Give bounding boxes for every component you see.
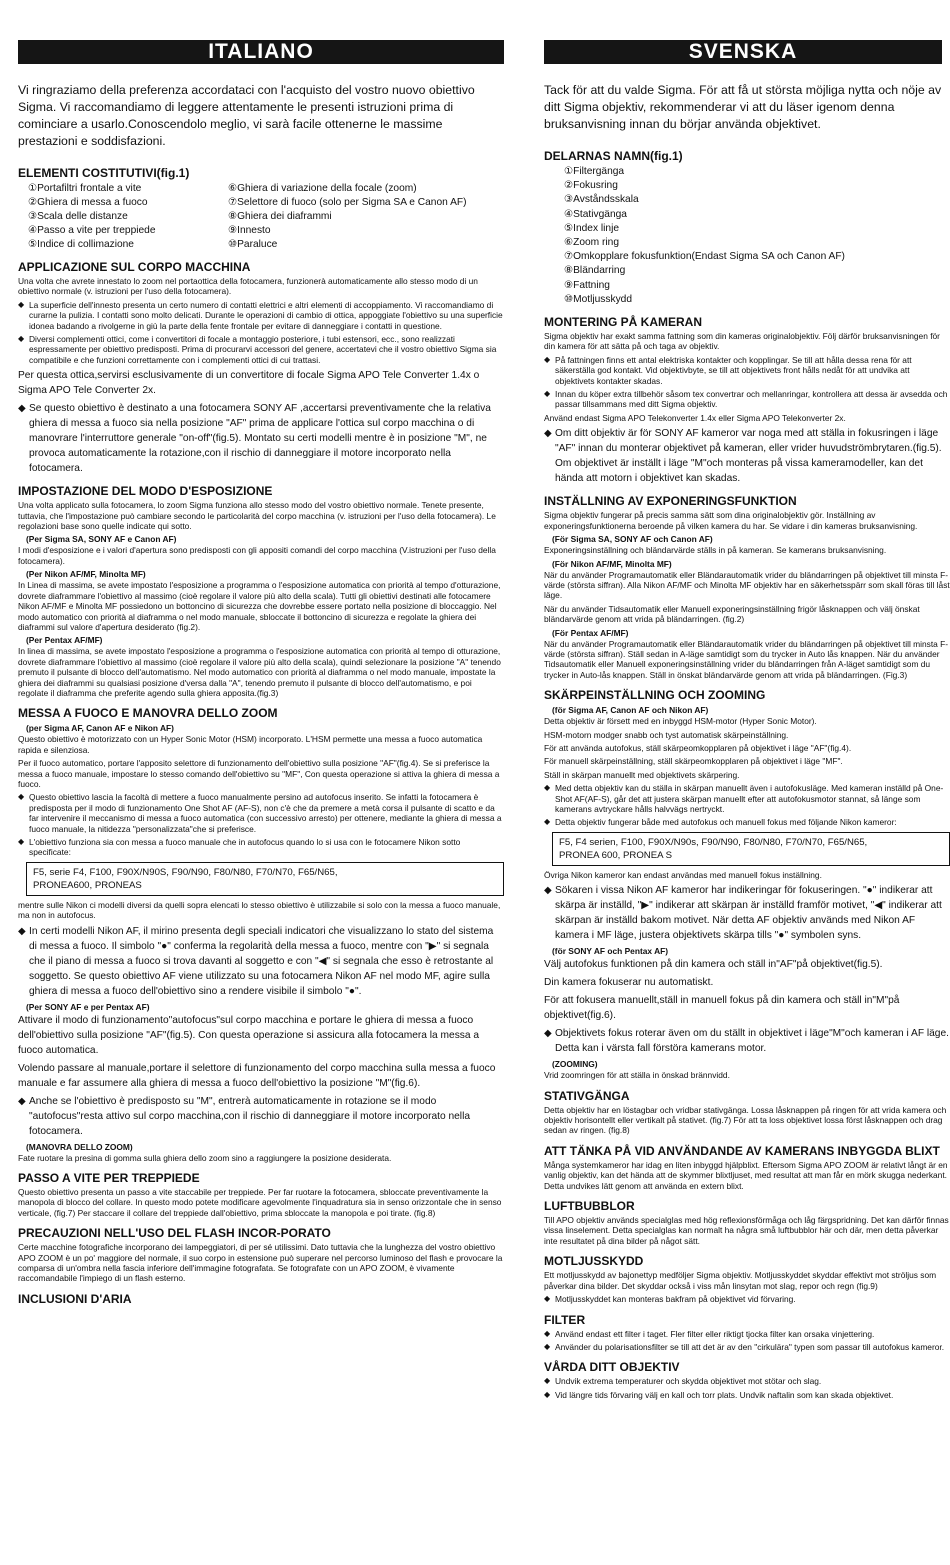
paragraph: Använd endast Sigma APO Telekonverter 1.4x eller Sigma APO Telekonverter 2x. xyxy=(544,412,846,423)
paragraph: För att fokusera manuellt,ställ in manuell fokus på din kamera och ställ in"M"på objektivet(fig.6). xyxy=(544,995,900,1022)
bullet-paragraph: ◆ In certi modelli Nikon AF, il mirino presenta degli speciali indicatori che visualizzano lo stato del sistema di messa a fuoco. Il simbolo "●" conferma la regolarità della messa a fuoco, mentre con "▶" si segnala che il piano di messa a fuoco si trova davanti al soggetto e con "◀" si segnala che esso è retrostante al soggetto. Se questo obiettivo AF viene utilizzato su una fotocamera Nikon AF nel modo MF, agire sulla ghiera di messa a fuoco dell'obiettivo sino a rendere visibile il simbolo "●". xyxy=(18,924,504,999)
paragraph: Una volta che avrete innestato lo zoom nel portaottica della fotocamera, funzionerà automaticamente allo stesso modo di un obiettivo normale (v. istruzioni per l'uso della fotocamera). xyxy=(18,276,478,297)
paragraph: Din kamera fokuserar nu automatiskt. xyxy=(544,977,714,989)
list-item: ⑦Omkopplare fokusfunktion(Endast Sigma SA och Canon AF) xyxy=(564,251,845,263)
list-item: ⑥Ghiera di variazione della focale (zoom) xyxy=(228,183,417,194)
subheading: (För Nikon AF/MF, Minolta MF) xyxy=(552,558,672,569)
elementi-title: ELEMENTI COSTITUTIVI(fig.1) xyxy=(18,166,190,180)
bullet-paragraph: ◆ Vid längre tids förvaring välj en kall och torr plats. Undvik naftalin som kan skada objektivet. xyxy=(544,1390,950,1400)
paragraph: När du använder Tidsautomatik eller Manuell exponeringsinställning frigör låsknappen och välj önskat bländarvärde genom att vrida på bländarringen. (fig.2) xyxy=(544,603,920,625)
paragraph: Sigma objektiv har exakt samma fattning som din kameras originalobjektiv. Följ därför bruksanvisningen för din kamera för att sätta på och taga av objektiv. xyxy=(544,331,940,352)
bullet-paragraph: ◆ Objektivets fokus roterar även om du ställt in objektivet i läge"M"och kameran i AF läge. Detta kan i värsta fall förstöra kamerans motor. xyxy=(544,1026,950,1056)
paragraph: Per questa ottica,servirsi esclusivamente di un convertitore di focale Sigma APO Tele Converter 1.4x o Sigma APO Tele Converter 2x. xyxy=(18,370,480,397)
paragraph: Per il fuoco automatico, portare l'apposito selettore di funzionamento dell'obiettivo sulla posizione "AF"(fig.4). Se si preferisce la messa a fuoco manuale, impostare lo stesso comando dell'obiettivo su "MF", Con questa operazione si attiva la ghiera di messa a fuoco. xyxy=(18,758,500,789)
blixt-title: ATT TÄNKA PÅ VID ANVÄNDANDE AV KAMERANS INBYGGDA BLIXT xyxy=(544,1143,940,1158)
list-item: ⑦Selettore di fuoco (solo per Sigma SA e Canon AF) xyxy=(228,197,467,208)
box-line: F5, F4 serien, F100, F90X/N90s, F90/N90, F80/N80, F70/N70, F65/N65, xyxy=(559,836,868,848)
exponering-title: INSTÄLLNING AV EXPONERINGSFUNKTION xyxy=(544,494,797,509)
motljus-title: MOTLJUSSKYDD xyxy=(544,1254,644,1269)
paragraph: Detta objektiv har en löstagbar och vridbar stativgänga. Lossa låsknappen på ringen för att vrida kamera och objektiv horisontellt eller vertikalt på stativet. (fig.7) För att ta loss objektivet lossa först låsknappen och drag sedan av ringen. (fig.8) xyxy=(544,1104,947,1136)
paragraph: Övriga Nikon kameror kan endast användas med manuell fokus inställning. xyxy=(544,869,822,880)
subheading: (ZOOMING) xyxy=(552,1059,598,1070)
delarnas-title: DELARNAS NAMN(fig.1) xyxy=(544,149,683,163)
paragraph: HSM-motorn modger snabb och tyst automatisk skärpeinställning. xyxy=(544,729,789,740)
paragraph: Questo obiettivo presenta un passo a vite staccabile per treppiede. Per far ruotare la fotocamera, sbloccate preventivamente la manopola di blocco del collare. In questo modo potete modificare agevolmente l'inquadratura sia in senso orizzontale che in senso verticale, (fig.7) Per staccare il collare del treppiede dall'obiettivo, prima sbloccate la manopola e poi tirate. (fig.8) xyxy=(18,1187,502,1218)
list-item: ③Avståndsskala xyxy=(564,194,639,206)
camera-list-box xyxy=(26,862,504,896)
svenska-intro: Tack för att du valde Sigma. För att få ut största möjliga nytta och nöje av ditt Sigma objektiv, rekommenderar vi att du läser igenom denna bruksanvisning innan du börjar använda objektivet. xyxy=(544,83,942,131)
list-item: ④Stativgänga xyxy=(564,208,627,220)
paragraph: Sigma objektiv fungerar på precis samma sätt som dina originalobjektiv gör. Inställning av exponeringsfunktionerna beroende på vilken kamera du har. Se vidare i din kameras bruksanvisning. xyxy=(544,510,918,531)
skarp-title: SKÄRPEINSTÄLLNING OCH ZOOMING xyxy=(544,688,766,703)
italiano-intro: Vi ringraziamo della preferenza accordataci con l'acquisto del vostro nuovo obiettivo Sigma. Vi raccomandiamo di leggere attentamente le presenti istruzioni prima di cominciare a usarlo.Conoscendolo meglio, vi sarà facile ottenerne le massime prestazioni e soddisfazioni. xyxy=(18,83,475,148)
paragraph: För manuell skärpeinställning, ställ skärpeomkopplaren på objektivet i läge "MF". xyxy=(544,756,843,767)
list-item: ⑤Index linje xyxy=(564,222,620,234)
paragraph: Certe macchine fotografiche incorporano dei lampeggiatori, di per sé utilissimi. Dato tuttavia che la lunghezza del vostro obiettivo APO ZOOM è un po' maggiore del normale, il suo corpo in estensione può superare nel percorso luminoso del flash e provocare la comparsa di un'ombra nella fascia inferiore dell'immagine fotografata. Se fotografate con un APO ZOOM, è vivamente raccomandabile l'impiego di un flash esterno. xyxy=(18,1242,503,1284)
subheading: (Per Pentax AF/MF) xyxy=(26,635,103,646)
italiano-column xyxy=(18,40,504,1560)
aria-title: INCLUSIONI D'ARIA xyxy=(18,1291,132,1306)
list-item: ③Scala delle distanze xyxy=(28,211,128,222)
subheading: (MANOVRA DELLO ZOOM) xyxy=(26,1141,133,1152)
paragraph: Ett motljusskydd av bajonettyp medföljer Sigma objektiv. Motljusskyddet skyddar effektivt mot ströljus som påverkar dina bilder. Det skyddar också i viss mån linsytan mot slag, repor och regn (fig.9) xyxy=(544,1270,937,1291)
bullet-paragraph: ◆ L'obiettivo funziona sia con messa a fuoco manuale che in autofocus quando lo si usa con le fotocamere Nikon sotto specificate: xyxy=(18,837,504,858)
paragraph: Attivare il modo di funzionamento"autofocus"sul corpo macchina e portare le ghiera di messa a fuoco dell'obiettivo sulla posizione "AF"(fig.5). Con questa operazione si assicura alla fotocamera la messa a fuoco automatica. xyxy=(18,1014,480,1056)
fuoco-title: MESSA A FUOCO E MANOVRA DELLO ZOOM xyxy=(18,706,278,721)
subheading: (För Sigma SA, SONY AF och Canon AF) xyxy=(552,534,713,545)
list-item: ⑥Zoom ring xyxy=(564,237,619,249)
paragraph: Till APO objektiv används specialglas med hög reflexionsförmåga och låg färgspridning. Det kan därför finnas vissa linselement. Detta specialglas kan normalt ha några små luftbubblor här och där, men detta påverkar inte resultatet på dina bilder på något sätt. xyxy=(544,1215,949,1246)
subheading: (för Sigma AF, Canon AF och Nikon AF) xyxy=(552,705,709,716)
subheading: (För Pentax AF/MF) xyxy=(552,627,629,638)
bullet-paragraph: ◆ Med detta objektiv kan du ställa in skärpan manuellt även i autofokusläge. Med kameran inställd på One-Shot AF(AF-S), går det att justera skärpan manuellt efter att autofokusmotor stannat, så länge som kamerans avtryckare hålls halvvägs nertryckt. xyxy=(544,783,950,814)
bullet-paragraph: ◆ Anche se l'obiettivo è predisposto su "M", entrerà automaticamente in rotazione se il modo "autofocus"resta attivo sul corpo macchina,con il rischio di danneggiare il motore incorporato nella fotocamera. xyxy=(18,1094,504,1139)
stativ-title: STATIVGÄNGA xyxy=(544,1088,630,1103)
svenska-column xyxy=(544,40,950,1560)
bullet-paragraph: ◆ Innan du köper extra tillbehör såsom tex convertrar och mellanringar, kontrollera att dessa är avsedda och passar tillsammans med ditt Sigma objektiv. xyxy=(544,389,950,410)
varda-title: VÅRDA DITT OBJEKTIV xyxy=(544,1360,680,1375)
bullet-paragraph: ◆ Undvik extrema temperaturer och skydda objektivet mot stötar och slag. xyxy=(544,1376,950,1386)
delarnas-list xyxy=(564,165,950,307)
bullet-paragraph: ◆ Detta objektiv fungerar både med autofokus och manuell fokus med följande Nikon kameror: xyxy=(544,817,950,827)
camera-list-box xyxy=(552,832,950,866)
list-item: ①Portafiltri frontale a vite xyxy=(28,183,142,194)
list-item: ⑩Motljusskydd xyxy=(564,293,633,305)
list-item: ②Fokusring xyxy=(564,180,618,192)
box-line: PRONEA 600, PRONEA S xyxy=(559,849,673,861)
paragraph: In linea di massima, se avete impostato l'esposizione a programma o l'esposizione automatica con priorità al tempo di otturazione, dovrete diaframmare l'obiettivo al massimo (cioè regolare il valore più alto della scala), quindi selezionare la posizione "A" tenendo premuto il pulsante di blocco dell'automatismo. Nel modo automatico con priorità al diaframma o nel modo manuale, impostate la ghiera dei diaframmi su qualsiasi posizione d'versa dalla "A", tenendo premuto il pulsante di blocco dell'automatismo, e poi regolate il diaframma che preferite agendo sulla ghiera apposita.(fig.3) xyxy=(18,646,501,698)
list-item: ④Passo a vite per treppiede xyxy=(28,225,156,236)
paragraph: När du använder Programautomatik eller Bländarautomatik vrider du bländarringen på objektivet till minsta F-värde (största siffran). Ställ sedan in A-läge samtidigt som du trycker in Auto lås knappen. När du använder Tidsautomatik eller Manuell exponeringsinställning vrider du bländarringen från A-läget samtidigt som du trycker in Auto-lås knappen. Ställ in önskat bländarvärde genom att vrida på bländarringen. (Fig.3) xyxy=(544,638,949,680)
list-item: ⑨Innesto xyxy=(228,225,271,236)
paragraph: Questo obiettivo è motorizzato con un Hyper Sonic Motor (HSM) incorporato. L'HSM permette una messa a fuoco automatica rapida e silenziosa. xyxy=(18,734,483,755)
montering-title: MONTERING PÅ KAMERAN xyxy=(544,315,702,330)
paragraph: I modi d'esposizione e i valori d'apertura sono predisposti con gli appositi comandi del corpo macchina (V.istruzioni per l'uso della fotocamera). xyxy=(18,545,496,566)
paragraph: Ställ in skärpan manuellt med objektivets skärpering. xyxy=(544,769,740,780)
bullet-paragraph: ◆ Motljusskyddet kan monteras bakfram på objektivet vid förvaring. xyxy=(544,1294,950,1304)
paragraph: Välj autofokus funktionen på din kamera och ställ in"AF"på objektivet(fig.5). xyxy=(544,959,883,971)
filter-title: FILTER xyxy=(544,1312,586,1327)
subheading: (per Sigma AF, Canon AF e Nikon AF) xyxy=(26,723,174,734)
svenska-banner: SVENSKA xyxy=(544,40,942,64)
bullet-paragraph: ◆ Se questo obiettivo è destinato a una fotocamera SONY AF ,accertarsi preventivamente che la relativa ghiera di messa a fuoco sia nella posizione "AF" prima de applicare l'ottica sul corpo macchina o di manovrare l'interruttore generale "on-off"(fig.5). Montato su certi modelli mentre è in posizione "M", ne provoca automaticamente la rotazione,con il rischio di danneggiare il motore incorporato nella fotocamera. xyxy=(18,401,504,476)
subheading: (för SONY AF och Pentax AF) xyxy=(552,946,669,957)
esposizione-title: IMPOSTAZIONE DEL MODO D'ESPOSIZIONE xyxy=(18,484,273,499)
paragraph: Volendo passare al manuale,portare il selettore di funzionamento del corpo macchina sulla messa a fuoco manuale e far assumere alla ghiera di messa a fuoco dell'obiettivo la posizione "M"(fig.6). xyxy=(18,1062,496,1089)
paragraph: När du använder Programautomatik eller Bländarautomatik vrider du bländarringen på objektivet till minsta F-värde (största siffran). Alla Nikon AF/MF och Minolta MF objektiv har en säkerhetsspärr som skall föras till låst läge. xyxy=(544,569,950,601)
paragraph: Vrid zoomringen för att ställa in önskad brännvidd. xyxy=(544,1070,730,1081)
luft-title: LUFTBUBBLOR xyxy=(544,1199,635,1214)
bullet-paragraph: ◆ På fattningen finns ett antal elektriska kontakter och kopplingar. Se till att hålla dessa rena för att säkerställa god kontakt. Vid objektivbyte, se till att objektivets front hålls nedåt för att undvika att objektivets kontakter skadas. xyxy=(544,355,950,386)
list-item: ①Filtergänga xyxy=(564,166,625,177)
treppiede-title: PASSO A VITE PER TREPPIEDE xyxy=(18,1171,200,1186)
subheading: (Per SONY AF e per Pentax AF) xyxy=(26,1001,150,1012)
italiano-banner: ITALIANO xyxy=(18,40,504,64)
bullet-paragraph: ◆ Diversi complementi ottici, come i convertitori di focale a montaggio posteriore, i tubi estensori, ecc., sono realizzati espressamente per obiettivo predisposti. Prima di procurarvi accessori del genere, accertatevi che il vostro obiettivo Sigma sia compatibile e che funzioni correttamente con i complementi ottici di cui trattasi. xyxy=(18,334,504,365)
box-line: F5, serie F4, F100, F90X/N90S, F90/N90, F80/N80, F70/N70, F65/N65, xyxy=(33,866,338,878)
bullet-paragraph: ◆ Använder du polarisationsfilter se till att det är av den "cirkulära" typen som passar till autofokus kameror. xyxy=(544,1342,950,1352)
flash-title: PRECAUZIONI NELL'USO DEL FLASH INCOR-PORATO xyxy=(18,1226,331,1241)
paragraph: För att använda autofokus, ställ skärpeomkopplaren på objektivet i läge "AF"(fig.4). xyxy=(544,742,852,753)
subheading: (Per Sigma SA, SONY AF e Canon AF) xyxy=(26,534,177,545)
paragraph: Detta objektiv är försett med en inbyggd HSM-motor (Hyper Sonic Motor). xyxy=(544,716,817,727)
subheading: (Per Nikon AF/MF, Minolta MF) xyxy=(26,569,146,580)
paragraph: Una volta applicato sulla fotocamera, lo zoom Sigma funziona allo stesso modo del vostro obiettivo normale. Tenete presente, tuttavia, che l'impostazione può cambiare secondo le particolarità del corpo macchina (v. istruzioni per l'uso della fotocamera). Le regolazioni base sono quelle indicate qui sotto. xyxy=(18,500,496,532)
paragraph: mentre sulle Nikon ci modelli diversi da quelli sopra elencati lo stesso obiettivo è utilizzabile si solo con la messa a fuoco manuale, ma non in autofocus. xyxy=(18,899,501,921)
bullet-paragraph: ◆ La superficie dell'innesto presenta un certo numero di contatti elettrici e altri elementi di accoppiamento. Vi raccomandiamo di curarne la pulizia. I contatti sono molto delicati. Durante le operazioni di cambio di ottica, appoggiate l'obiettivo su una superficie idonea badando a rivolgerne in giù la parte della fente frontale per evitare di danneggiare i contatti in questione. xyxy=(18,300,504,331)
paragraph: Exponeringsinställning och bländarvärde ställs in på kameran. Se kamerans bruksanvisning. xyxy=(544,545,887,556)
list-item: ⑧Bländarring xyxy=(564,265,626,277)
paragraph: Fate ruotare la presina di gomma sulla ghiera dello zoom sino a raggiungere la posizione desiderata. xyxy=(18,1152,392,1163)
paragraph: Många systemkameror har idag en liten inbyggd hjälpblixt. Eftersom Sigma APO ZOOM är relativt långt är en vanlig objektiv, kan det hända att de skymmer blixtljuset, med resultat att man får en mörk skugga nederkant. Detta undvikes lätt genom att använda en extern blixt. xyxy=(544,1159,948,1191)
bullet-paragraph: ◆ Använd endast ett filter i taget. Fler filter eller riktigt tjocka filter kan orsaka vinjettering. xyxy=(544,1329,950,1339)
list-item: ⑧Ghiera dei diaframmi xyxy=(228,211,332,222)
bullet-paragraph: ◆ Om ditt objektiv är för SONY AF kameror var noga med att ställa in fokusringen i läge "AF" innan du monterar objektivet på kameran, eller vrider huvudströmbrytaren.(fig.5). Om objektivet är inställt i läge "M"och monteras på vissa kameramodeller, kan det hända att motorn i objektivet kan skadas. xyxy=(544,426,950,486)
list-item: ⑩Paraluce xyxy=(228,239,278,250)
bullet-paragraph: ◆ Questo obiettivo lascia la facoltà di mettere a fuoco manualmente persino ad autofocus inserito. Se infatti la fotocamera è predisposta per il modo di funzionamento One Shot AF (AF-S), non c'è che da premere a metà corsa il pulsante di scatto e da far intervenire il meccanismo di messa a fuoco automatica (con successivo arresto) per ottenere, mediante la ghiera di messa a fuoco manuale, la nitidezza "personalizzata"che si preferisce. xyxy=(18,792,504,834)
list-item: ⑤Indice di collimazione xyxy=(28,239,134,250)
applicazione-title: APPLICAZIONE SUL CORPO MACCHINA xyxy=(18,260,251,274)
list-item: ②Ghiera di messa a fuoco xyxy=(28,197,148,208)
box-line: PRONEA600, PRONEAS xyxy=(33,879,142,891)
paragraph: In Linea di massima, se avete impostato l'esposizione a programma o l'esposizione automatica con priorità al tempo d'otturazione, dovrete diaframmare l'obiettivo al massimo (cioè regolare il valore più alto della scala). Tutti gli obiettivi destinati alle fotocamere Nikon AF/MF e Minolta MF possiedono un bottoncino di sicurezza che dovrebbe essere portato nella posizione di bloccaggio. Nel modo automatico con priorità al diaframma o nel modo manuale, sbloccate il bottoncino di sicurezza e regolate la ghiera dei diaframmi sul valore d'apertura desiderato (fig.2). xyxy=(18,580,501,632)
elementi-list xyxy=(28,182,504,252)
bullet-paragraph: ◆ Sökaren i vissa Nikon AF kameror har indikeringar för fokuseringen. "●" indikerar att skärpa är inställd, "▶" indikerar att skärpan är inställd framför motivet, "◀" indikerar att skärpan är inställd bakom motivet. När detta AF objektiv används med Nikon AF kamera i MF läge, justera objektivets skärpa tills "●" symbolen syns. xyxy=(544,883,950,943)
list-item: ⑨Fattning xyxy=(564,279,610,291)
